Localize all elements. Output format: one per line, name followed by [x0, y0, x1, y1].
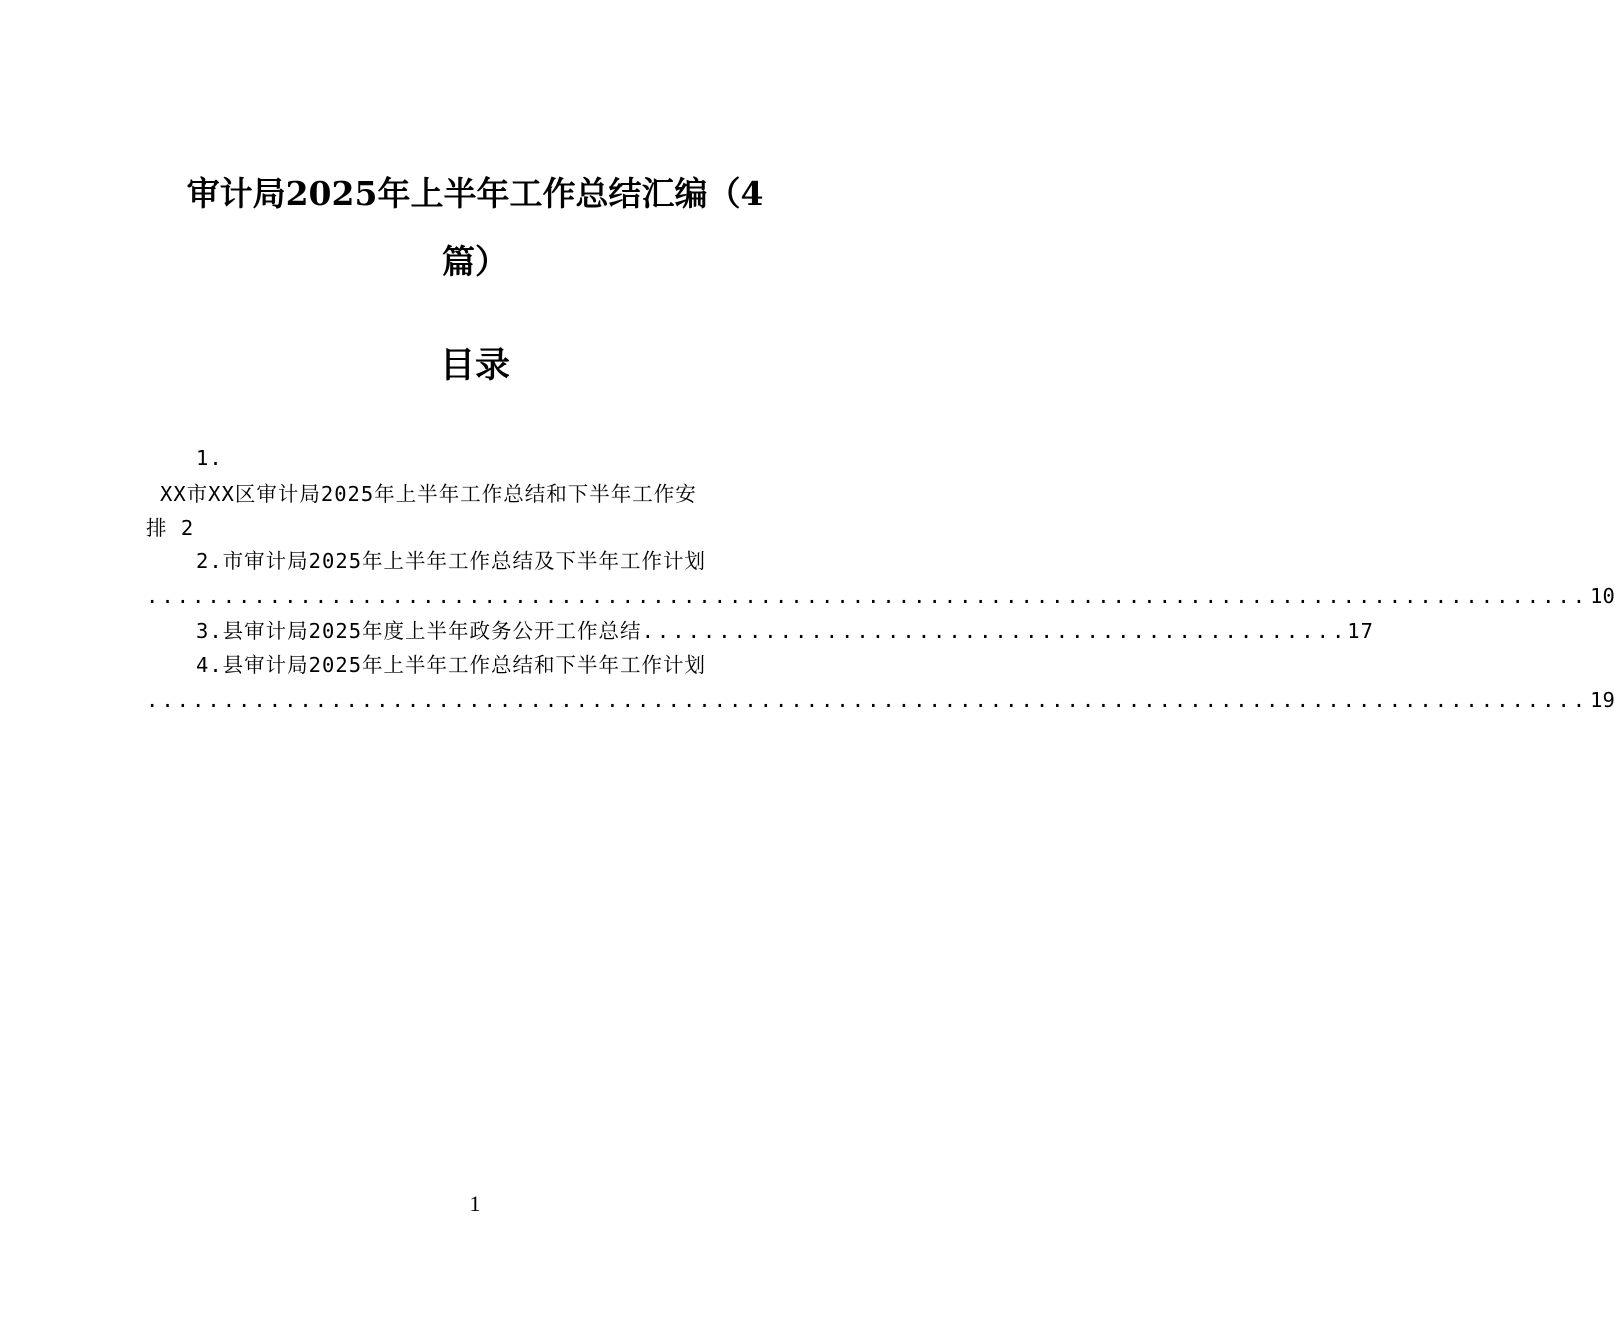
toc-entry-4-page: 19 [1590, 688, 1615, 712]
toc-entry-2-text[interactable]: 2.市审计局2025年上半年工作总结及下半年工作计划 [196, 549, 707, 573]
toc-entry-1-page: 2 [180, 516, 195, 540]
toc-entry-4-leader[interactable] [146, 687, 1615, 713]
toc-leader-dots: .............................................. [641, 619, 1348, 643]
toc-leader-dots: .............................................................................................. [146, 584, 1589, 608]
toc-entry-3-page: 17 [1347, 619, 1374, 643]
toc-entry-1-text[interactable]: XX市XX区审计局2025年上半年工作总结和下半年工作安 [160, 482, 697, 506]
toc-leader-dots: .............................................................................................. [146, 688, 1589, 712]
document-title-line-1: 审计局2025年上半年工作总结汇编（4 [186, 174, 764, 213]
toc-entry-2-leader[interactable] [146, 583, 1615, 609]
toc-entry-3[interactable] [196, 618, 1374, 644]
toc-entry-2-page: 10 [1590, 584, 1615, 608]
document-title-line-2: 篇） [442, 242, 508, 281]
page-number: 1 [469, 1191, 481, 1216]
toc-entry-3-text: 3.县审计局2025年度上半年政务公开工作总结 [196, 619, 642, 643]
toc-entry-4-text[interactable]: 4.县审计局2025年上半年工作总结和下半年工作计划 [196, 653, 707, 677]
toc-entry-1-text-cont[interactable] [146, 515, 194, 541]
toc-entry-1-text-line2: 排 [146, 516, 168, 540]
toc-entry-1-number[interactable]: 1. [196, 446, 223, 470]
toc-heading: 目录 [439, 345, 510, 386]
